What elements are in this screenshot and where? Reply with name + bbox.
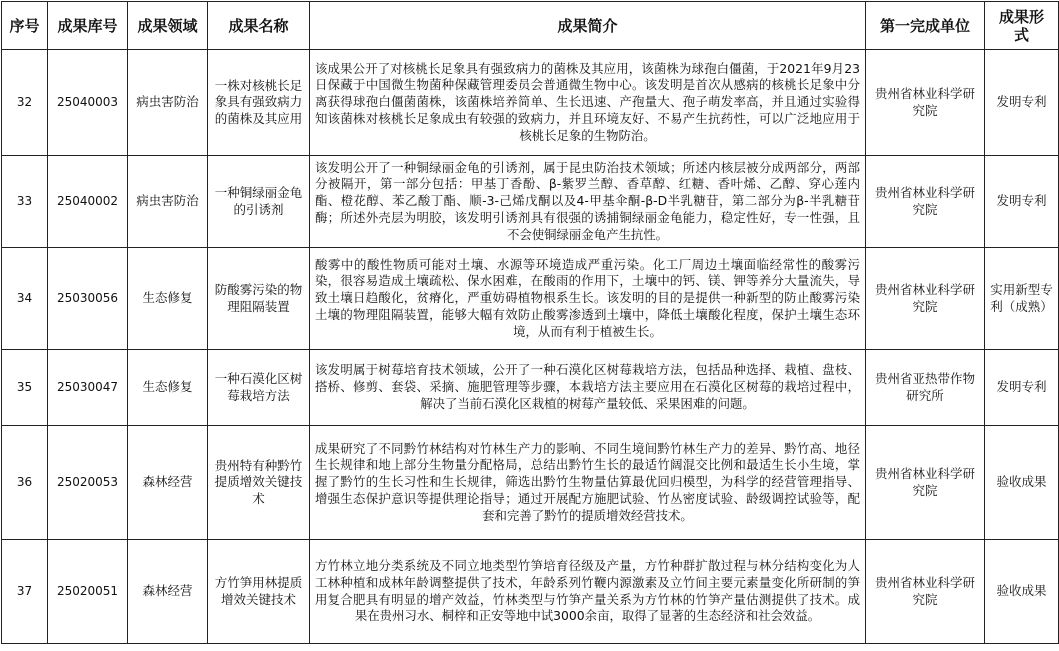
cell-seq: 32 bbox=[2, 50, 48, 156]
cell-field: 病虫害防治 bbox=[128, 156, 208, 248]
cell-intro: 该发明公开了一种铜绿丽金龟的引诱剂，属于昆虫防治技术领域；所述内核层被分成两部分，两部分被隔开，第一部分包括：甲基丁香酚、β-紫罗兰醇、香草醇、红糖、香叶烯、乙醇、穿心莲内酯、橙花醇、苯乙酸丁酯、顺-3-己烯戊酮以及4-甲基伞酮-β-D半乳糖苷，第二部分为β-半乳糖苷酶；所述外壳层为明胶，该发明引诱剂具有很强的诱捕铜绿丽金龟能力，稳定性好，专一性强，且不会使铜绿丽金龟产生抗性。 bbox=[310, 156, 866, 248]
header-name: 成果名称 bbox=[208, 2, 310, 50]
table-row bbox=[2, 248, 1059, 350]
cell-field: 森林经营 bbox=[128, 426, 208, 540]
header-form: 成果形式 bbox=[985, 2, 1059, 50]
cell-name: 一种石漠化区树莓栽培方法 bbox=[208, 350, 310, 426]
cell-unit: 贵州省林业科学研究院 bbox=[866, 248, 985, 350]
cell-form: 验收成果 bbox=[985, 426, 1059, 540]
cell-form: 发明专利 bbox=[985, 350, 1059, 426]
cell-name: 贵州特有种黔竹提质增效关键技术 bbox=[208, 426, 310, 540]
cell-unit: 贵州省亚热带作物研究所 bbox=[866, 350, 985, 426]
table-row bbox=[2, 350, 1059, 426]
cell-field: 生态修复 bbox=[128, 350, 208, 426]
table-row bbox=[2, 156, 1059, 248]
cell-intro: 该成果公开了对核桃长足象具有强致病力的菌株及其应用，该菌株为球孢白僵菌，于2021年9月23日保藏于中国微生物菌种保藏管理委员会普通微生物中心。该发明是首次从感病的核桃长足象中分离获得球孢白僵菌菌株，该菌株培养简单、生长迅速、产孢量大、孢子萌发率高，并且通过实验得知该菌株对核桃长足象成虫有较强的致病力，并且环境友好、不易产生抗药性，可以广泛地应用于核桃长足象的生物防治。 bbox=[310, 50, 866, 156]
cell-form: 验收成果 bbox=[985, 540, 1059, 644]
cell-name: 一株对核桃长足象具有强致病力的菌株及其应用 bbox=[208, 50, 310, 156]
header-row bbox=[2, 2, 1059, 50]
cell-seq: 35 bbox=[2, 350, 48, 426]
cell-field: 森林经营 bbox=[128, 540, 208, 644]
header-field: 成果领域 bbox=[128, 2, 208, 50]
header-lib-no: 成果库号 bbox=[48, 2, 128, 50]
cell-lib-no: 25020053 bbox=[48, 426, 128, 540]
cell-intro: 该发明属于树莓培育技术领域，公开了一种石漠化区树莓栽培方法，包括品种选择、栽植、盘枝、搭桥、修剪、套袋、采摘、施肥管理等步骤，本栽培方法主要应用在石漠化区树莓的栽培过程中，解决了当前石漠化区栽植的树莓产量较低、采果困难的问题。 bbox=[310, 350, 866, 426]
table-row bbox=[2, 426, 1059, 540]
cell-name: 方竹笋用林提质增效关键技术 bbox=[208, 540, 310, 644]
cell-intro: 酸雾中的酸性物质可能对土壤、水源等环境造成严重污染。化工厂周边土壤面临经常性的酸雾污染，很容易造成土壤疏松、保水困难，在酸雨的作用下，土壤中的钙、镁、钾等养分大量流失，导致土壤日趋酸化，贫瘠化，严重妨碍植物根系生长。该发明的目的是提供一种新型的防止酸雾污染土壤的物理阻隔装置，能够大幅有效防止酸雾渗透到土壤中，降低土壤酸化程度，保护土壤生态环境，从而有利于植被生长。 bbox=[310, 248, 866, 350]
cell-form: 发明专利 bbox=[985, 50, 1059, 156]
cell-lib-no: 25040002 bbox=[48, 156, 128, 248]
cell-lib-no: 25020051 bbox=[48, 540, 128, 644]
cell-unit: 贵州省林业科学研究院 bbox=[866, 426, 985, 540]
cell-unit: 贵州省林业科学研究院 bbox=[866, 540, 985, 644]
cell-seq: 33 bbox=[2, 156, 48, 248]
cell-lib-no: 25030056 bbox=[48, 248, 128, 350]
table-row bbox=[2, 540, 1059, 644]
cell-intro: 方竹林立地分类系统及不同立地类型竹笋培育径级及产量，方竹种群扩散过程与林分结构变化为人工林种植和成林年龄调整提供了技术，年龄系列竹鞭内源激素及立竹间主要元素量变化所研制的笋用复合肥具有明显的增产效益，竹林类型与竹笋产量关系为方竹林的竹笋产量估测提供了技术。成果在贵州习水、桐梓和正安等地中试3000余亩，取得了显著的生态经济和社会效益。 bbox=[310, 540, 866, 644]
cell-lib-no: 25040003 bbox=[48, 50, 128, 156]
cell-unit: 贵州省林业科学研究院 bbox=[866, 50, 985, 156]
cell-seq: 37 bbox=[2, 540, 48, 644]
cell-field: 病虫害防治 bbox=[128, 50, 208, 156]
cell-form: 实用新型专利（成熟） bbox=[985, 248, 1059, 350]
cell-name: 防酸雾污染的物理阻隔装置 bbox=[208, 248, 310, 350]
cell-name: 一种铜绿丽金龟的引诱剂 bbox=[208, 156, 310, 248]
header-seq: 序号 bbox=[2, 2, 48, 50]
header-intro: 成果简介 bbox=[310, 2, 866, 50]
cell-form: 发明专利 bbox=[985, 156, 1059, 248]
header-unit: 第一完成单位 bbox=[866, 2, 985, 50]
cell-seq: 34 bbox=[2, 248, 48, 350]
cell-seq: 36 bbox=[2, 426, 48, 540]
table-row bbox=[2, 50, 1059, 156]
cell-field: 生态修复 bbox=[128, 248, 208, 350]
cell-intro: 成果研究了不同黔竹林结构对竹林生产力的影响、不同生境间黔竹林生产力的差异、黔竹高、地径生长规律和地上部分生物量分配格局，总结出黔竹生长的最适竹阔混交比例和最适生长小生境，掌握了黔竹的生长习性和生长规律，筛选出黔竹生物量估算最优回归模型，为科学的经营管理指导、增强生态保护意识等提供理论指导；通过开展配方施肥试验、竹丛密度试验、龄级调控试验等，配套和完善了黔竹的提质增效经营技术。 bbox=[310, 426, 866, 540]
achievements-table bbox=[1, 1, 1059, 644]
cell-lib-no: 25030047 bbox=[48, 350, 128, 426]
cell-unit: 贵州省林业科学研究院 bbox=[866, 156, 985, 248]
